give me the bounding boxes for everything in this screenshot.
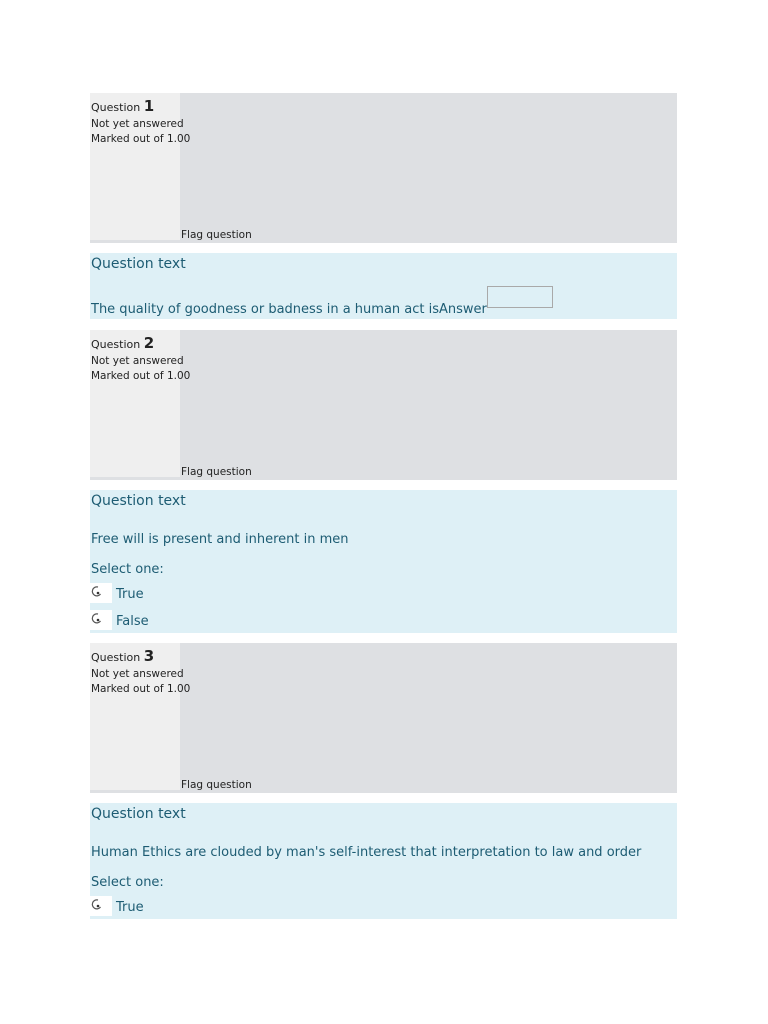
question-2-select-label: Select one: bbox=[91, 562, 164, 577]
question-1-number: Question 1 bbox=[91, 97, 155, 115]
question-3-number: Question 3 bbox=[91, 647, 155, 665]
question-2-state: Not yet answered bbox=[91, 355, 184, 367]
radio-button-icon[interactable] bbox=[90, 896, 112, 916]
question-1-flag-link[interactable]: Flag question bbox=[181, 229, 252, 241]
question-2-info-panel bbox=[90, 330, 180, 477]
question-2-flag-link[interactable]: Flag question bbox=[181, 466, 252, 478]
question-3-title: Question text bbox=[91, 806, 186, 822]
radio-button-icon[interactable] bbox=[90, 583, 112, 603]
option-label: False bbox=[116, 614, 149, 629]
question-1-state: Not yet answered bbox=[91, 118, 184, 130]
question-1-answer-input[interactable] bbox=[487, 286, 553, 308]
question-1-content bbox=[90, 253, 677, 319]
question-3-state: Not yet answered bbox=[91, 668, 184, 680]
question-2-option-true[interactable] bbox=[90, 583, 290, 605]
question-2-content bbox=[90, 490, 677, 633]
question-1-info-panel bbox=[90, 93, 180, 240]
question-1-info bbox=[90, 93, 677, 243]
question-1-text-row bbox=[91, 302, 553, 317]
question-3-option-true[interactable] bbox=[90, 896, 290, 918]
question-3-content bbox=[90, 803, 677, 919]
radio-button-icon[interactable] bbox=[90, 610, 112, 630]
question-2-info bbox=[90, 330, 677, 480]
question-3-text: Human Ethics are clouded by man's self-interest that interpretation to law and order bbox=[91, 845, 642, 860]
question-3-info-panel bbox=[90, 643, 180, 790]
option-label: True bbox=[116, 900, 144, 915]
question-2-text: Free will is present and inherent in men bbox=[91, 532, 349, 547]
question-3-select-label: Select one: bbox=[91, 875, 164, 890]
question-2-option-false[interactable] bbox=[90, 610, 290, 632]
question-3-grade: Marked out of 1.00 bbox=[91, 683, 191, 695]
question-3-flag-link[interactable]: Flag question bbox=[181, 779, 252, 791]
question-1-text: The quality of goodness or badness in a human act is bbox=[91, 302, 440, 317]
question-2-title: Question text bbox=[91, 493, 186, 509]
question-3-info bbox=[90, 643, 677, 793]
option-label: True bbox=[116, 587, 144, 602]
question-2-grade: Marked out of 1.00 bbox=[91, 370, 191, 382]
question-2-number: Question 2 bbox=[91, 334, 155, 352]
question-1-answer-label: Answer bbox=[439, 302, 487, 317]
question-1-title: Question text bbox=[91, 256, 186, 272]
question-1-grade: Marked out of 1.00 bbox=[91, 133, 191, 145]
